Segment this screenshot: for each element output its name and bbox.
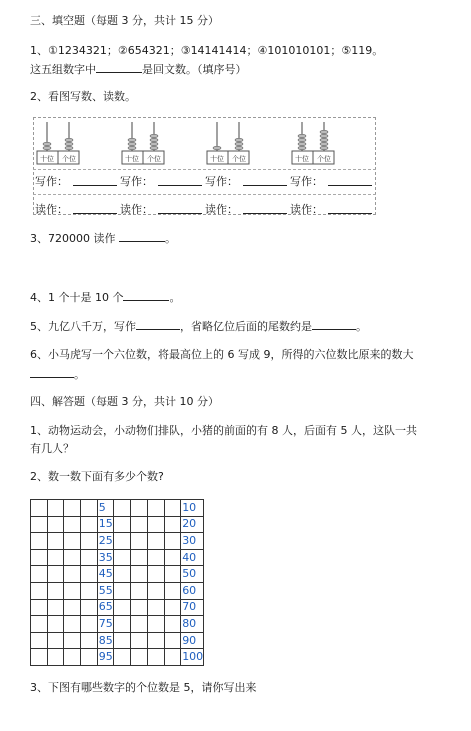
grid-cell (114, 599, 131, 616)
q1-line2 (30, 62, 247, 77)
grid-cell: 95 (97, 649, 114, 666)
grid-cell (164, 516, 181, 533)
grid-cell (47, 616, 64, 633)
write-label: 写作： (35, 175, 68, 188)
grid-row (31, 649, 204, 666)
q3-text-b: 。 (165, 232, 176, 245)
section4-title: 四、解答题（每题 3 分，共计 10 分） (30, 395, 219, 408)
read-label: 读作： (35, 203, 68, 216)
write-answer-blank[interactable] (243, 185, 287, 186)
grid-cell (81, 500, 98, 517)
grid-cell (31, 599, 48, 616)
s4-q3: 3、下图有哪些数字的个位数是 5，请你写出来 (30, 681, 257, 694)
grid-cell (47, 533, 64, 550)
abacus-icon (291, 119, 335, 167)
svg-text:个位: 个位 (147, 155, 161, 163)
grid-cell (47, 566, 64, 583)
write-label: 写作： (120, 175, 153, 188)
section3-title: 三、填空题（每题 3 分，共计 15 分） (30, 14, 219, 27)
q5-text-c: 。 (356, 320, 367, 333)
grid-row (31, 599, 204, 616)
abacus-divider (33, 169, 376, 170)
grid-cell (147, 500, 164, 517)
grid-cell: 80 (181, 616, 204, 633)
grid-cell (131, 649, 148, 666)
grid-row (31, 516, 204, 533)
grid-cell: 65 (97, 599, 114, 616)
q6-answer-blank[interactable] (30, 367, 74, 378)
grid-cell (114, 649, 131, 666)
q4-answer-blank[interactable] (123, 290, 169, 301)
read-label: 读作： (120, 203, 153, 216)
grid-cell (81, 582, 98, 599)
grid-cell (64, 500, 81, 517)
grid-cell: 45 (97, 566, 114, 583)
abacus-icon (206, 119, 250, 167)
grid-cell: 40 (181, 549, 204, 566)
q2-text: 2、看图写数、读数。 (30, 90, 136, 103)
grid-cell (81, 632, 98, 649)
grid-row (31, 582, 204, 599)
grid-cell (81, 599, 98, 616)
grid-cell (114, 632, 131, 649)
grid-cell: 50 (181, 566, 204, 583)
abacus-icon (121, 119, 165, 167)
grid-cell (114, 500, 131, 517)
abacus-image (118, 117, 203, 169)
abacus-image (203, 117, 288, 169)
write-label: 写作： (205, 175, 238, 188)
abacus-image (33, 117, 118, 169)
q1-text-a: 这五组数字中 (30, 63, 96, 76)
grid-cell (164, 533, 181, 550)
grid-cell (131, 632, 148, 649)
grid-cell (164, 599, 181, 616)
read-answer-blank[interactable] (73, 213, 117, 214)
grid-cell: 75 (97, 616, 114, 633)
grid-cell (147, 599, 164, 616)
grid-cell (131, 533, 148, 550)
abacus-image (288, 117, 373, 169)
grid-cell (164, 549, 181, 566)
grid-cell: 25 (97, 533, 114, 550)
svg-text:十位: 十位 (210, 155, 224, 163)
grid-cell (64, 599, 81, 616)
grid-cell (114, 549, 131, 566)
grid-cell (147, 549, 164, 566)
svg-text:个位: 个位 (62, 155, 76, 163)
grid-cell (114, 616, 131, 633)
q5-answer-blank-2[interactable] (312, 319, 356, 330)
grid-cell (81, 566, 98, 583)
grid-cell (31, 549, 48, 566)
grid-cell (64, 566, 81, 583)
grid-cell (64, 632, 81, 649)
grid-cell: 10 (181, 500, 204, 517)
abacus-icon (36, 119, 80, 167)
grid-cell (64, 649, 81, 666)
grid-cell (147, 533, 164, 550)
grid-cell: 55 (97, 582, 114, 599)
write-answer-blank[interactable] (158, 185, 202, 186)
q4-text-b: 。 (169, 291, 181, 304)
grid-cell (131, 549, 148, 566)
number-grid (30, 499, 204, 666)
grid-cell (131, 516, 148, 533)
s4-q1-line1: 1、动物运动会，小动物们排队，小猪的前面的有 8 人，后面有 5 人，这队一共 (30, 424, 417, 437)
grid-cell (31, 516, 48, 533)
grid-row (31, 566, 204, 583)
grid-cell: 30 (181, 533, 204, 550)
grid-cell (147, 649, 164, 666)
grid-cell (114, 582, 131, 599)
grid-cell (147, 566, 164, 583)
grid-cell: 20 (181, 516, 204, 533)
q3-answer-blank[interactable] (119, 231, 165, 242)
read-label: 读作： (205, 203, 238, 216)
grid-cell (114, 566, 131, 583)
q6-line2 (30, 367, 85, 382)
write-label: 写作： (290, 175, 323, 188)
q3-text-a: 3、720000 读作 (30, 232, 116, 245)
grid-cell: 85 (97, 632, 114, 649)
svg-text:十位: 十位 (295, 155, 309, 163)
q1-answer-blank[interactable] (96, 62, 142, 73)
grid-row (31, 533, 204, 550)
grid-cell (81, 533, 98, 550)
grid-cell (114, 533, 131, 550)
s4-q1-line2: 有几人？ (30, 442, 74, 455)
grid-cell (131, 599, 148, 616)
grid-cell (164, 616, 181, 633)
grid-cell (31, 616, 48, 633)
grid-cell (147, 516, 164, 533)
grid-cell (64, 582, 81, 599)
write-answer-blank[interactable] (328, 185, 372, 186)
grid-row (31, 549, 204, 566)
grid-cell (81, 616, 98, 633)
read-label: 读作： (290, 203, 323, 216)
grid-cell: 35 (97, 549, 114, 566)
grid-cell (147, 632, 164, 649)
grid-cell (47, 649, 64, 666)
grid-cell (147, 582, 164, 599)
grid-cell (81, 649, 98, 666)
q1-text-b: 是回文数。（填序号） (142, 63, 247, 76)
q5 (30, 319, 367, 334)
grid-cell (64, 533, 81, 550)
grid-cell (147, 616, 164, 633)
grid-cell (47, 500, 64, 517)
svg-text:个位: 个位 (232, 155, 246, 163)
grid-cell: 90 (181, 632, 204, 649)
grid-cell (164, 632, 181, 649)
q4-text-a: 4、1 个十是 10 个 (30, 291, 124, 304)
grid-cell (47, 599, 64, 616)
grid-cell (64, 516, 81, 533)
grid-cell (64, 549, 81, 566)
q1-line1: 1、①1234321；②654321；③14141414；④101010101；⑤119。 (30, 44, 384, 57)
grid-cell (31, 533, 48, 550)
grid-cell (47, 582, 64, 599)
q3 (30, 231, 176, 246)
grid-cell: 15 (97, 516, 114, 533)
write-answer-blank[interactable] (73, 185, 117, 186)
grid-cell (31, 566, 48, 583)
grid-cell (81, 549, 98, 566)
grid-cell (164, 566, 181, 583)
svg-text:十位: 十位 (40, 155, 54, 163)
grid-row (31, 616, 204, 633)
s4-q2: 2、数一数下面有多少个数? (30, 470, 164, 483)
grid-cell (31, 582, 48, 599)
grid-cell (164, 649, 181, 666)
q5-text-a: 5、九亿八千万，写作 (30, 320, 136, 333)
grid-cell (164, 500, 181, 517)
q6-line1: 6、小马虎写一个六位数，将最高位上的 6 写成 9，所得的六位数比原来的数大 (30, 348, 414, 361)
grid-cell (31, 632, 48, 649)
grid-cell: 100 (181, 649, 204, 666)
grid-cell (47, 549, 64, 566)
grid-cell (164, 582, 181, 599)
grid-cell (47, 516, 64, 533)
q5-text-b: ，省略亿位后面的尾数约是 (180, 320, 312, 333)
grid-cell (31, 500, 48, 517)
grid-cell (47, 632, 64, 649)
q6-text: 。 (74, 368, 85, 381)
q4 (30, 290, 180, 305)
grid-cell (81, 516, 98, 533)
grid-cell: 60 (181, 582, 204, 599)
abacus-divider (33, 194, 376, 195)
grid-cell (131, 500, 148, 517)
grid-cell: 70 (181, 599, 204, 616)
svg-text:个位: 个位 (317, 155, 331, 163)
grid-row (31, 500, 204, 517)
svg-text:十位: 十位 (125, 155, 139, 163)
grid-cell (64, 616, 81, 633)
q5-answer-blank-1[interactable] (136, 319, 180, 330)
read-answer-blank[interactable] (328, 213, 372, 214)
grid-cell (31, 649, 48, 666)
grid-row (31, 632, 204, 649)
read-answer-blank[interactable] (243, 213, 287, 214)
read-answer-blank[interactable] (158, 213, 202, 214)
grid-cell (131, 582, 148, 599)
grid-cell (131, 616, 148, 633)
grid-cell (114, 516, 131, 533)
grid-cell (131, 566, 148, 583)
grid-cell: 5 (97, 500, 114, 517)
